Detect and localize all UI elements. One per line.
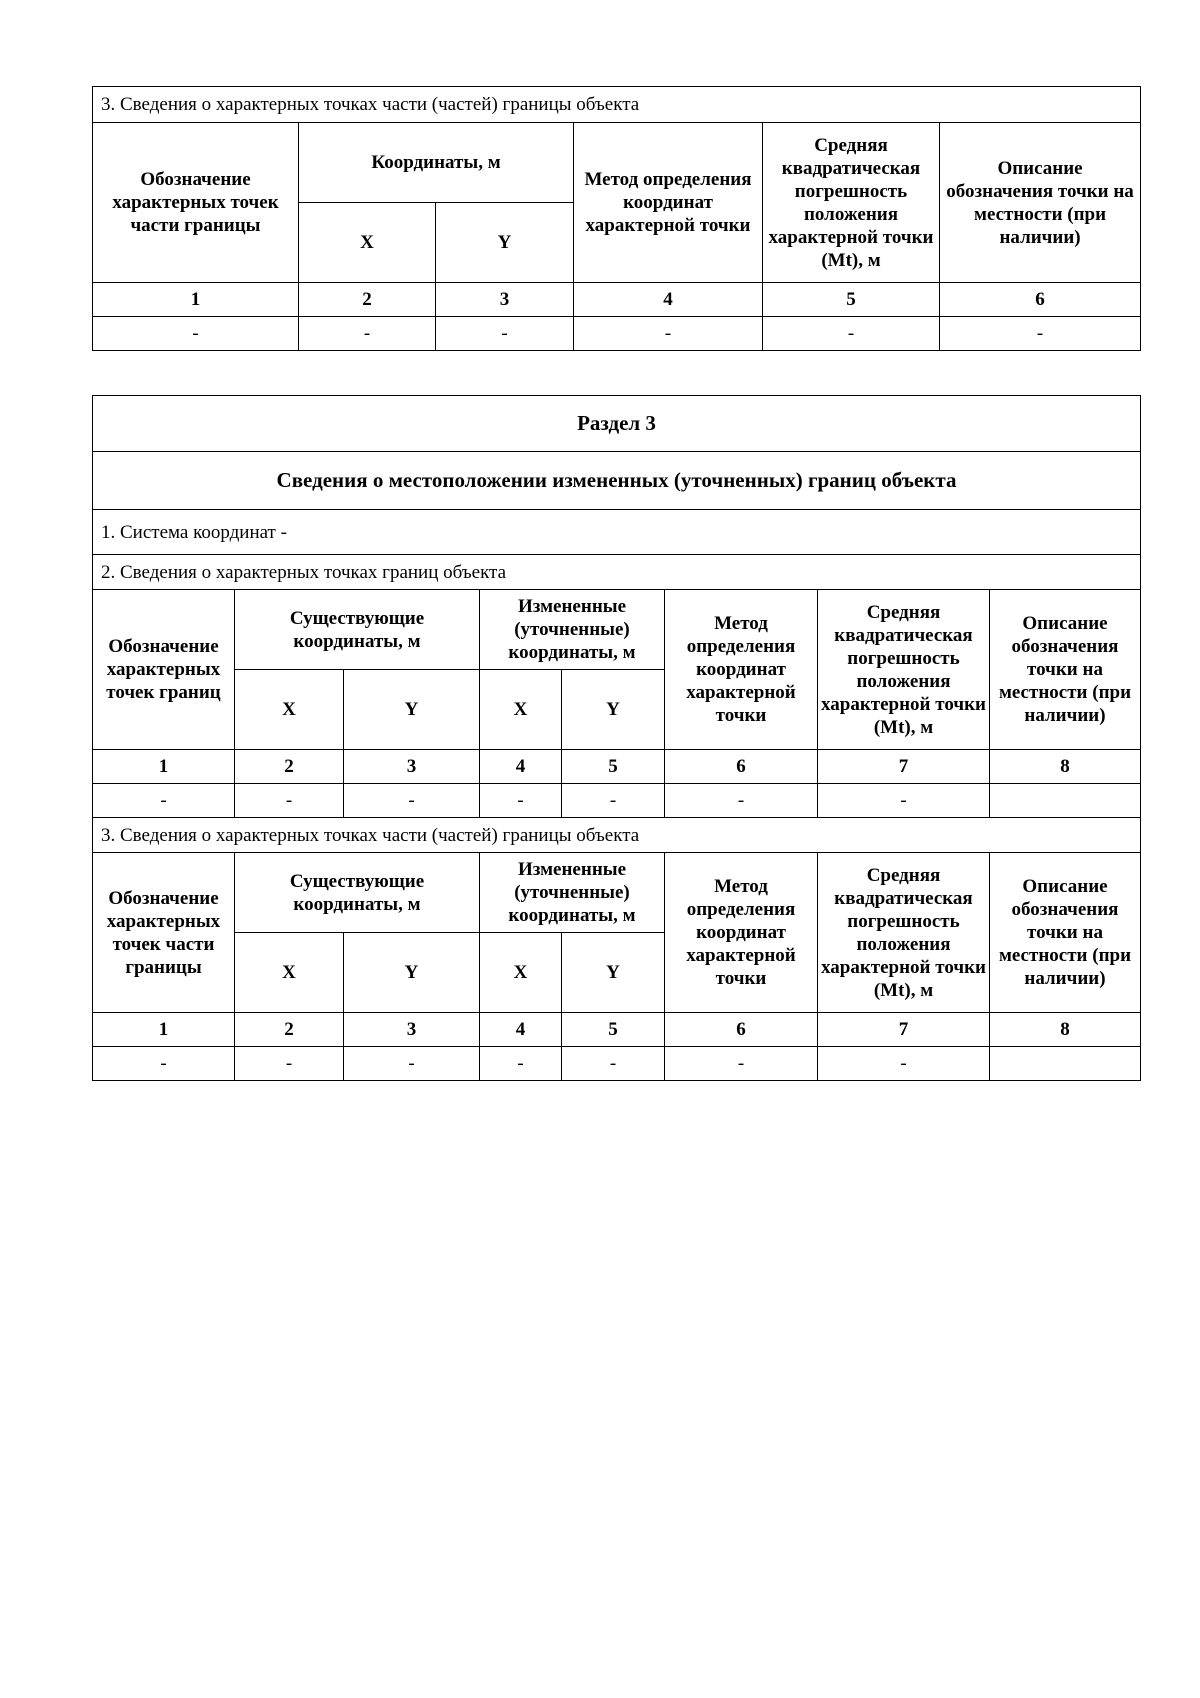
- header-existing-coords: Существующие координаты, м: [235, 853, 480, 933]
- column-number: 4: [480, 1013, 562, 1047]
- column-number: 6: [665, 1013, 818, 1047]
- column-number: 3: [344, 1013, 480, 1047]
- header-y: Y: [344, 670, 480, 750]
- table-cell: -: [480, 784, 562, 818]
- header-error: Средняя квадратическая погрешность положения характерной точки (Mt), м: [763, 123, 940, 283]
- table-cell: -: [436, 317, 574, 351]
- header-designation: Обозначение характерных точек части границы: [93, 123, 299, 283]
- table-cell: -: [93, 784, 235, 818]
- section-title: Раздел 3: [93, 396, 1141, 452]
- column-number: 6: [665, 750, 818, 784]
- table-cell: -: [574, 317, 763, 351]
- header-description: Описание обозначения точки на местности (при наличии): [990, 590, 1141, 750]
- coordinate-system: 1. Система координат -: [93, 510, 1141, 555]
- column-number: 5: [763, 283, 940, 317]
- column-number: 5: [562, 1013, 665, 1047]
- column-number: 1: [93, 1013, 235, 1047]
- header-error: Средняя квадратическая погрешность положения характерной точки (Mt), м: [818, 853, 990, 1013]
- column-number: 5: [562, 750, 665, 784]
- header-x: X: [299, 203, 436, 283]
- header-description: Описание обозначения точки на местности (при наличии): [940, 123, 1141, 283]
- table-cell: -: [818, 1047, 990, 1081]
- column-number: 4: [574, 283, 763, 317]
- header-designation: Обозначение характерных точек части границы: [93, 853, 235, 1013]
- column-number: 7: [818, 1013, 990, 1047]
- table-cell: -: [235, 1047, 344, 1081]
- table-cell: -: [235, 784, 344, 818]
- table-cell: [990, 1047, 1141, 1081]
- column-number: 1: [93, 750, 235, 784]
- table-row: [93, 1047, 1141, 1081]
- column-number: 4: [480, 750, 562, 784]
- column-number: 6: [940, 283, 1141, 317]
- table-cell: -: [665, 1047, 818, 1081]
- column-numbers-row: [93, 1013, 1141, 1047]
- table-row: [93, 784, 1141, 818]
- column-number: 2: [235, 750, 344, 784]
- header-coords: Координаты, м: [299, 123, 574, 203]
- points-caption: 2. Сведения о характерных точках границ объекта: [93, 555, 1141, 590]
- table-cell: -: [344, 784, 480, 818]
- header-designation: Обозначение характерных точек границ: [93, 590, 235, 750]
- column-number: 7: [818, 750, 990, 784]
- parts-caption: 3. Сведения о характерных точках части (частей) границы объекта: [93, 818, 1141, 853]
- header-x: X: [235, 933, 344, 1013]
- header-y: Y: [436, 203, 574, 283]
- table-cell: -: [299, 317, 436, 351]
- column-number: 8: [990, 750, 1141, 784]
- table-cell: -: [562, 784, 665, 818]
- header-x: X: [235, 670, 344, 750]
- section-3-table: [92, 395, 1141, 1081]
- table-cell: -: [818, 784, 990, 818]
- column-numbers-row: [93, 283, 1141, 317]
- table-row: [93, 317, 1141, 351]
- header-x: X: [480, 933, 562, 1013]
- header-description: Описание обозначения точки на местности (при наличии): [990, 853, 1141, 1013]
- header-existing-coords: Существующие координаты, м: [235, 590, 480, 670]
- column-numbers-row: [93, 750, 1141, 784]
- column-number: 2: [235, 1013, 344, 1047]
- header-method: Метод определения координат характерной точки: [665, 590, 818, 750]
- header-y: Y: [344, 933, 480, 1013]
- table-cell: -: [763, 317, 940, 351]
- header-error: Средняя квадратическая погрешность положения характерной точки (Mt), м: [818, 590, 990, 750]
- table-cell: -: [665, 784, 818, 818]
- table-cell: [990, 784, 1141, 818]
- section-subtitle: Сведения о местоположении измененных (уточненных) границ объекта: [93, 452, 1141, 510]
- header-changed-coords: Измененные (уточненные) координаты, м: [480, 590, 665, 670]
- header-y: Y: [562, 670, 665, 750]
- column-number: 8: [990, 1013, 1141, 1047]
- table-caption: 3. Сведения о характерных точках части (частей) границы объекта: [93, 87, 1141, 123]
- table-cell: -: [562, 1047, 665, 1081]
- header-method: Метод определения координат характерной точки: [665, 853, 818, 1013]
- header-method: Метод определения координат характерной точки: [574, 123, 763, 283]
- table-cell: -: [940, 317, 1141, 351]
- table-cell: -: [93, 317, 299, 351]
- header-x: X: [480, 670, 562, 750]
- column-number: 3: [436, 283, 574, 317]
- column-number: 2: [299, 283, 436, 317]
- table-cell: -: [480, 1047, 562, 1081]
- header-changed-coords: Измененные (уточненные) координаты, м: [480, 853, 665, 933]
- table-cell: -: [344, 1047, 480, 1081]
- column-number: 1: [93, 283, 299, 317]
- parts-points-table: [92, 86, 1141, 351]
- header-y: Y: [562, 933, 665, 1013]
- table-cell: -: [93, 1047, 235, 1081]
- column-number: 3: [344, 750, 480, 784]
